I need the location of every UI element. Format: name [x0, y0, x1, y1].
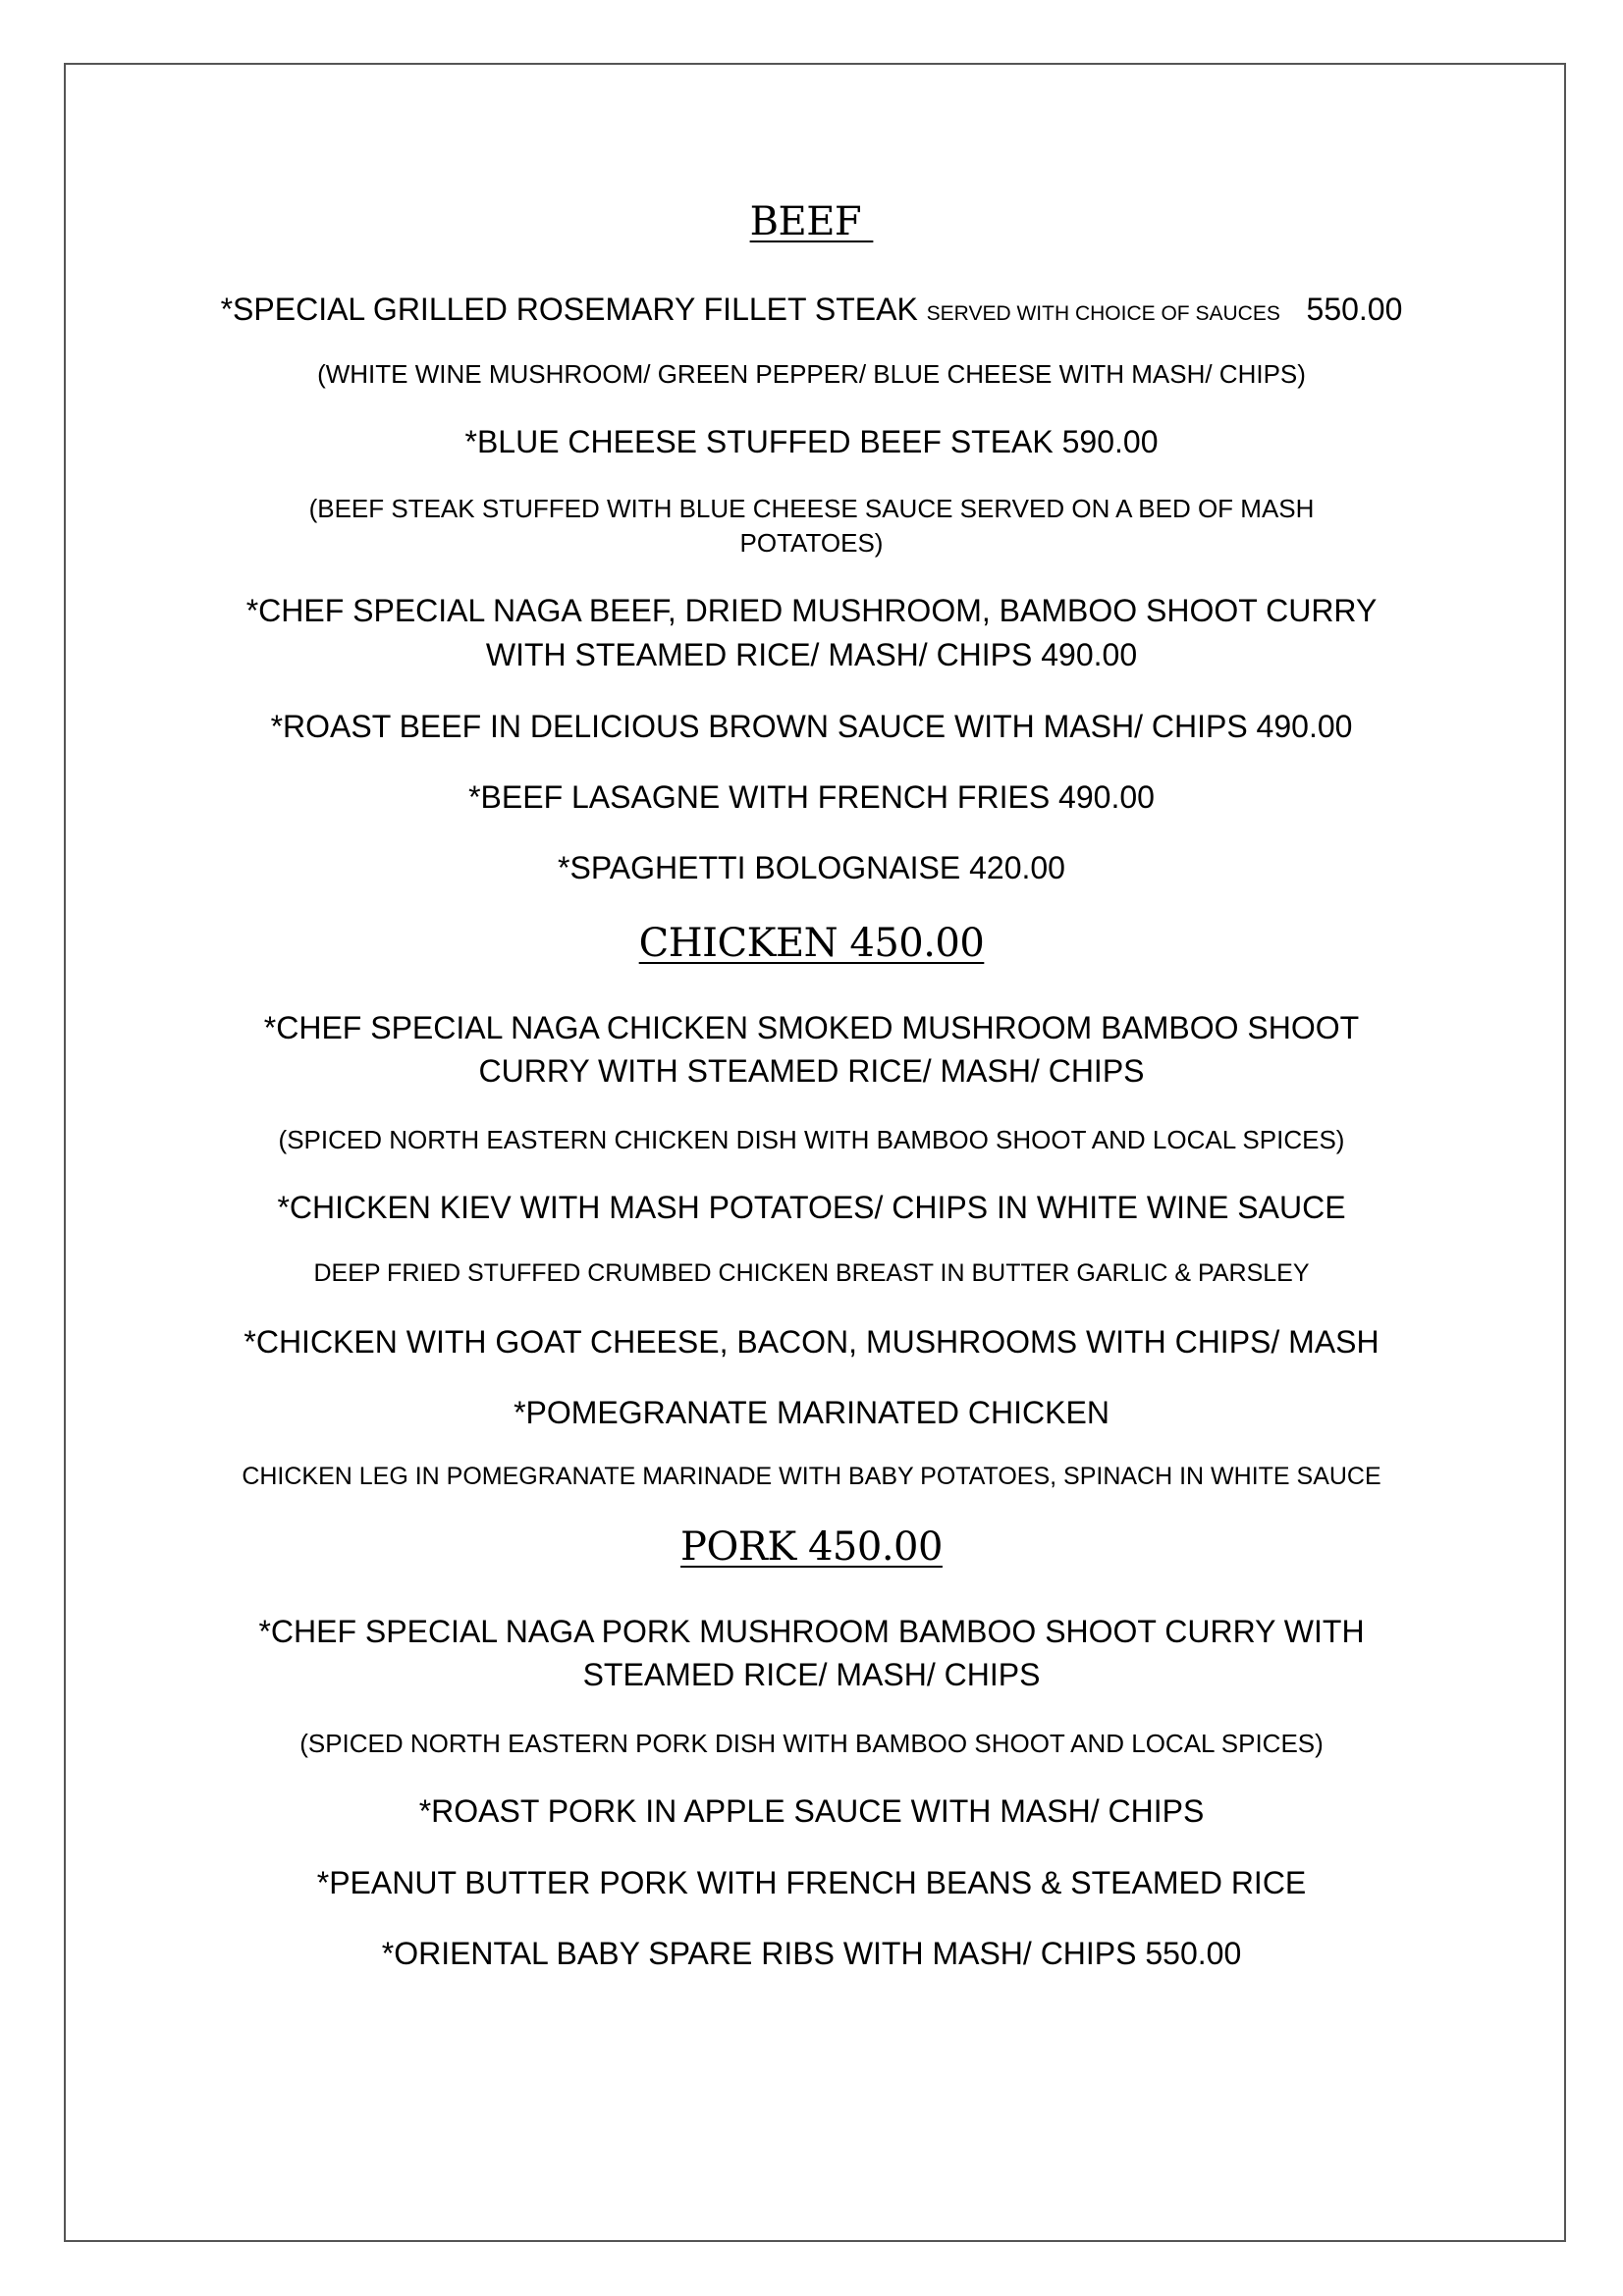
beef-heading-text: BEEF	[749, 199, 874, 244]
item-description-line1: (BEEF STEAK STUFFED WITH BLUE CHEESE SAUCE SERVED ON A BED OF MASH	[308, 494, 1315, 523]
menu-item-naga-pork-line1: *CHEF SPECIAL NAGA PORK MUSHROOM BAMBOO SHOOT CURRY WITH	[258, 1614, 1365, 1649]
menu-item-fillet-steak	[0, 288, 1623, 336]
menu-item-beef-lasagne: *BEEF LASAGNE WITH FRENCH FRIES 490.00	[468, 779, 1155, 815]
menu-item-naga-beef-line1: *CHEF SPECIAL NAGA BEEF, DRIED MUSHROOM, BAMBOO SHOOT CURRY	[245, 593, 1378, 628]
item-note: SERVED WITH CHOICE OF SAUCES	[926, 302, 1280, 325]
menu-item-naga-beef-line2: WITH STEAMED RICE/ MASH/ CHIPS 490.00	[485, 637, 1138, 672]
menu-item-blue-cheese-steak: *BLUE CHEESE STUFFED BEEF STEAK 590.00	[464, 424, 1159, 459]
item-description: (WHITE WINE MUSHROOM/ GREEN PEPPER/ BLUE CHEESE WITH MASH/ CHIPS)	[317, 359, 1306, 389]
menu-item-naga-chicken-line2: CURRY WITH STEAMED RICE/ MASH/ CHIPS	[478, 1053, 1145, 1089]
menu-item-naga-pork-line2: STEAMED RICE/ MASH/ CHIPS	[582, 1657, 1041, 1692]
item-description: CHICKEN LEG IN POMEGRANATE MARINADE WITH BABY POTATOES, SPINACH IN WHITE SAUCE	[242, 1463, 1381, 1490]
item-description: (SPICED NORTH EASTERN PORK DISH WITH BAMBOO SHOOT AND LOCAL SPICES)	[299, 1729, 1324, 1758]
item-description: (SPICED NORTH EASTERN CHICKEN DISH WITH BAMBOO SHOOT AND LOCAL SPICES)	[278, 1125, 1345, 1154]
menu-item-pomegranate-chicken: *POMEGRANATE MARINATED CHICKEN	[514, 1395, 1109, 1430]
section-heading-pork	[0, 1524, 1623, 1570]
menu-item-goat-cheese-chicken: *CHICKEN WITH GOAT CHEESE, BACON, MUSHROOMS WITH CHIPS/ MASH	[243, 1324, 1380, 1360]
menu-item-roast-pork: *ROAST PORK IN APPLE SAUCE WITH MASH/ CHIPS	[418, 1793, 1205, 1829]
menu-item-chicken-kiev: *CHICKEN KIEV WITH MASH POTATOES/ CHIPS IN WHITE WINE SAUCE	[277, 1190, 1346, 1225]
item-description-line2: POTATOES)	[739, 528, 884, 558]
menu-item-naga-chicken-line1: *CHEF SPECIAL NAGA CHICKEN SMOKED MUSHROOM BAMBOO SHOOT	[263, 1010, 1360, 1045]
chicken-heading-text: CHICKEN 450.00	[638, 921, 985, 966]
pork-heading-text: PORK 450.00	[680, 1524, 943, 1570]
menu-item-roast-beef: *ROAST BEEF IN DELICIOUS BROWN SAUCE WITH MASH/ CHIPS 490.00	[270, 709, 1353, 744]
menu-item-peanut-butter-pork: *PEANUT BUTTER PORK WITH FRENCH BEANS & STEAMED RICE	[316, 1865, 1307, 1900]
section-heading-chicken	[0, 921, 1623, 966]
item-price: 550.00	[1306, 292, 1403, 327]
item-description: DEEP FRIED STUFFED CRUMBED CHICKEN BREAST IN BUTTER GARLIC & PARSLEY	[313, 1259, 1310, 1287]
section-heading-beef	[0, 199, 1623, 244]
menu-item-spare-ribs: *ORIENTAL BABY SPARE RIBS WITH MASH/ CHIPS 550.00	[381, 1936, 1242, 1971]
item-name: *SPECIAL GRILLED ROSEMARY FILLET STEAK	[220, 292, 927, 327]
menu-item-spaghetti: *SPAGHETTI BOLOGNAISE 420.00	[558, 850, 1065, 885]
